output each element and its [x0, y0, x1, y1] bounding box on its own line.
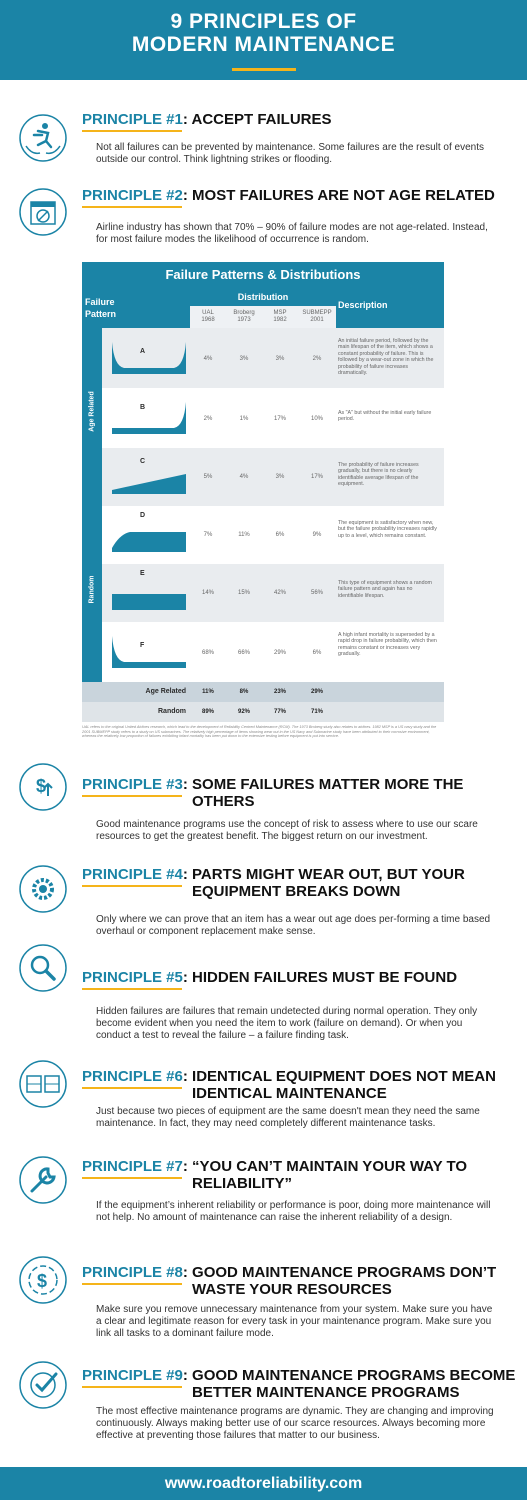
principle-2-number: PRINCIPLE #2 — [82, 187, 183, 204]
page-title — [0, 0, 527, 56]
principle-5-underline — [82, 988, 182, 990]
d-broberg: 11% — [238, 532, 250, 538]
study-broberg: Broberg — [233, 310, 255, 316]
principle-7-heading-2: RELIABILITY” — [192, 1175, 292, 1192]
principle-4-heading-2: EQUIPMENT BREAKS DOWN — [192, 883, 401, 900]
principle-1-title — [82, 111, 332, 128]
f-broberg: 66% — [237, 650, 250, 656]
study-submepp: SUBMEPP — [302, 310, 332, 316]
magnifier-icon — [18, 943, 68, 993]
principle-4-number: PRINCIPLE #4 — [82, 866, 183, 883]
d-submepp: 9% — [312, 532, 322, 538]
principle-8-body: Make sure you remove unnecessary maintenance from your system. Make sure you have a clear and legitimate reason for every task in your maintenance program. Make sure you link all tasks to a dominant failure mode. — [96, 1304, 493, 1339]
group-age-related-band — [82, 328, 102, 506]
study-header-row — [190, 306, 336, 328]
pattern-c-label: C — [140, 458, 146, 465]
table-footnote: UAL refers to the original United Airlines research, which lead to the development of Reliability Centred Maintenance (RCM). The 1973 Broberg study also relates to airlines. 1982 MSP is a US navy study and the 2001 SUBMEPP study refers to a study on US submarines. The relatively high percentage of items showing wear out in the US Navy and Submarine study have been attributed to their corrosive environment, whereas the relatively low proportion of failures exhibiting infant mortality has been put down to the extensive testing before equipment is put into service. — [82, 725, 437, 739]
f-submepp: 6% — [312, 650, 322, 656]
total-random-msp: 77% — [273, 709, 286, 715]
table-row — [102, 564, 444, 622]
study-submepp-year: 2001 — [310, 317, 324, 323]
d-msp: 6% — [275, 532, 285, 538]
principle-8-underline — [82, 1283, 182, 1285]
principle-2-underline — [82, 206, 182, 208]
a-broberg: 3% — [239, 356, 249, 362]
falling-person-hands-icon — [18, 113, 68, 163]
gear-icon — [18, 864, 68, 914]
principle-1-heading: : ACCEPT FAILURES — [182, 111, 332, 128]
total-age-broberg: 8% — [239, 689, 249, 695]
c-submepp: 17% — [310, 474, 323, 480]
pattern-d-label: D — [140, 512, 146, 519]
principle-7-underline — [82, 1177, 182, 1179]
principle-8-number: PRINCIPLE #8 — [82, 1264, 183, 1281]
principle-9-number: PRINCIPLE #9 — [82, 1367, 183, 1384]
curve-e — [110, 576, 188, 612]
principle-1-body: Not all failures can be prevented by maintenance. Some failures are the result of events outside our control. Think lightning strikes or flooding. — [96, 142, 484, 165]
principle-7-number: PRINCIPLE #7 — [82, 1158, 183, 1175]
total-row-age-related — [82, 682, 444, 702]
principle-3-underline — [82, 795, 182, 797]
principle-8-heading: : GOOD MAINTENANCE PROGRAMS DON’T — [182, 1264, 497, 1281]
table-row — [102, 388, 444, 448]
c-msp: 3% — [275, 474, 285, 480]
total-random-label: Random — [158, 708, 186, 715]
principle-5-body: Hidden failures are failures that remain undetected during normal operation. They only become evident when you need the item to work (failure on demand). Or when you conduct a test to reveal the failure – a failure finding task. — [96, 1006, 478, 1041]
study-broberg-year: 1973 — [237, 317, 251, 323]
c-broberg: 4% — [239, 474, 249, 480]
group-random-band — [82, 506, 102, 682]
c-ual: 5% — [203, 474, 213, 480]
principle-8-title — [82, 1264, 496, 1298]
principle-1-number: PRINCIPLE #1 — [82, 111, 183, 128]
principle-6-title — [82, 1068, 496, 1102]
header-description: Description — [338, 300, 388, 310]
curve-d — [110, 518, 188, 554]
c-description: The probability of failure increases gradually, but there is no clearly identifiable average lifespan of the equipment. — [338, 462, 419, 488]
principle-4-underline — [82, 885, 182, 887]
principle-1-underline — [82, 130, 182, 132]
failure-patterns-table — [82, 262, 444, 722]
dollar-return-icon — [18, 762, 68, 812]
b-description: As "A" but without the initial early failure period. — [338, 410, 432, 423]
principle-5-number: PRINCIPLE #5 — [82, 969, 183, 986]
table-row — [102, 328, 444, 388]
table-row — [102, 448, 444, 506]
pattern-f-label: F — [140, 642, 145, 649]
principle-4-title — [82, 866, 465, 900]
title-divider — [232, 68, 296, 71]
principle-6-number: PRINCIPLE #6 — [82, 1068, 183, 1085]
study-msp: MSP — [273, 310, 287, 316]
curve-a — [110, 340, 188, 376]
principle-3-body: Good maintenance programs use the concept of risk to assess where to use our scare resources to get the greatest benefit. The biggest return on our investment. — [96, 819, 478, 842]
principle-3-heading: : SOME FAILURES MATTER MORE THE — [182, 776, 464, 793]
curve-f — [110, 634, 188, 670]
e-msp: 42% — [273, 590, 286, 596]
f-description: A high infant mortality is superseded by a rapid drop in failure probability, which then remains constant or increases very gradually. — [338, 632, 437, 658]
principle-9-heading: : GOOD MAINTENANCE PROGRAMS BECOME — [182, 1367, 516, 1384]
header-failure-pattern: Failure Pattern — [85, 297, 117, 319]
a-submepp: 2% — [312, 356, 322, 362]
principle-3-heading-2: OTHERS — [192, 793, 255, 810]
title-line-2: MODERN MAINTENANCE — [131, 33, 396, 56]
header-banner — [0, 0, 527, 80]
total-age-ual: 11% — [202, 689, 214, 695]
a-description: An initial failure period, followed by the main lifespan of the item, which shows a constant probability of failure. This is followed by a wear-out zone in which the probability of failure increases dramatically. — [338, 338, 434, 377]
wrench-icon — [18, 1155, 68, 1205]
study-ual: UAL — [202, 310, 214, 316]
principle-6-heading-2: IDENTICAL MAINTENANCE — [192, 1085, 387, 1102]
b-submepp: 10% — [310, 416, 323, 422]
table-title: Failure Patterns & Distributions — [82, 262, 444, 288]
total-random-broberg: 92% — [237, 709, 250, 715]
curve-b — [110, 400, 188, 436]
d-ual: 7% — [203, 532, 213, 538]
f-msp: 29% — [273, 650, 286, 656]
footer-url[interactable]: www.roadtoreliability.com — [0, 1467, 527, 1500]
principle-2-title — [82, 187, 495, 204]
principle-3-title — [82, 776, 463, 810]
title-line-1: 9 PRINCIPLES OF — [170, 10, 357, 33]
principle-2-body: Airline industry has shown that 70% – 90% of failure modes are not age-related. Instead, for most failure modes the likelihood of occurrence is random. — [96, 222, 488, 245]
principle-5-heading: : HIDDEN FAILURES MUST BE FOUND — [182, 969, 458, 986]
a-msp: 3% — [275, 356, 285, 362]
total-random-submepp: 71% — [310, 709, 323, 715]
d-description: The equipment is satisfactory when new, but the failure probability increases rapidly up to a level, which remains constant. — [338, 520, 437, 539]
two-servers-icon — [18, 1059, 68, 1109]
b-msp: 17% — [273, 416, 286, 422]
principle-9-heading-2: BETTER MAINTENANCE PROGRAMS — [192, 1384, 460, 1401]
f-ual: 68% — [201, 650, 214, 656]
principle-3-number: PRINCIPLE #3 — [82, 776, 183, 793]
svg-text:$: $ — [36, 776, 47, 796]
e-submepp: 56% — [310, 590, 323, 596]
table-row — [102, 622, 444, 682]
group-random-label: Random — [88, 575, 96, 604]
principle-7-heading: : “YOU CAN’T MAINTAIN YOUR WAY TO — [182, 1158, 468, 1175]
header-distribution: Distribution — [237, 292, 289, 302]
group-age-related-label: Age Related — [88, 391, 96, 432]
dollar-icon — [18, 1255, 68, 1305]
curve-c — [110, 460, 188, 496]
principle-7-body: If the equipment’s inherent reliability or performance is poor, doing more maintenance will not help. No amount of maintenance can raise the inherent reliability of a design. — [96, 1200, 491, 1223]
total-row-random — [82, 702, 444, 722]
total-random-ual: 89% — [201, 709, 214, 715]
principle-9-title — [82, 1367, 515, 1401]
a-ual: 4% — [203, 356, 213, 362]
e-broberg: 15% — [237, 590, 250, 596]
principle-4-body: Only where we can prove that an item has a wear out age does per-forming a time based overhaul or component replacement make sense. — [96, 914, 491, 937]
total-age-label: Age Related — [145, 688, 186, 695]
e-description: This type of equipment shows a random failure pattern and again has no identifiable lifespan. — [338, 580, 432, 599]
study-msp-year: 1982 — [273, 317, 287, 323]
pattern-e-label: E — [140, 570, 145, 577]
b-ual: 2% — [203, 416, 213, 422]
table-row — [102, 506, 444, 564]
calendar-no-icon — [18, 187, 68, 237]
principle-6-underline — [82, 1087, 182, 1089]
pattern-a-label: A — [140, 348, 146, 355]
principle-9-body: The most effective maintenance programs are dynamic. They are changing and improving continuously. Always making better use of our scarce resources. Always becoming more effective at preventing those failures that matter to our business. — [96, 1406, 494, 1441]
checkmark-icon — [18, 1360, 68, 1410]
study-ual-year: 1968 — [201, 317, 215, 323]
principle-5-title — [82, 969, 457, 986]
b-broberg: 1% — [239, 416, 249, 422]
principle-6-heading: : IDENTICAL EQUIPMENT DOES NOT MEAN — [182, 1068, 496, 1085]
total-age-submepp: 29% — [310, 689, 323, 695]
e-ual: 14% — [201, 590, 214, 596]
principle-9-underline — [82, 1386, 182, 1388]
pattern-b-label: B — [140, 404, 146, 411]
principle-8-heading-2: WASTE YOUR RESOURCES — [192, 1281, 392, 1298]
svg-text:$: $ — [37, 1271, 48, 1291]
principle-6-body: Just because two pieces of equipment are the same doesn't mean they need the same maintenance. In fact, they may need completely different maintenance tasks. — [96, 1106, 480, 1129]
principle-2-heading: : MOST FAILURES ARE NOT AGE RELATED — [182, 187, 495, 204]
total-age-msp: 23% — [273, 689, 286, 695]
principle-7-title — [82, 1158, 467, 1192]
principle-4-heading: : PARTS MIGHT WEAR OUT, BUT YOUR — [182, 866, 465, 883]
